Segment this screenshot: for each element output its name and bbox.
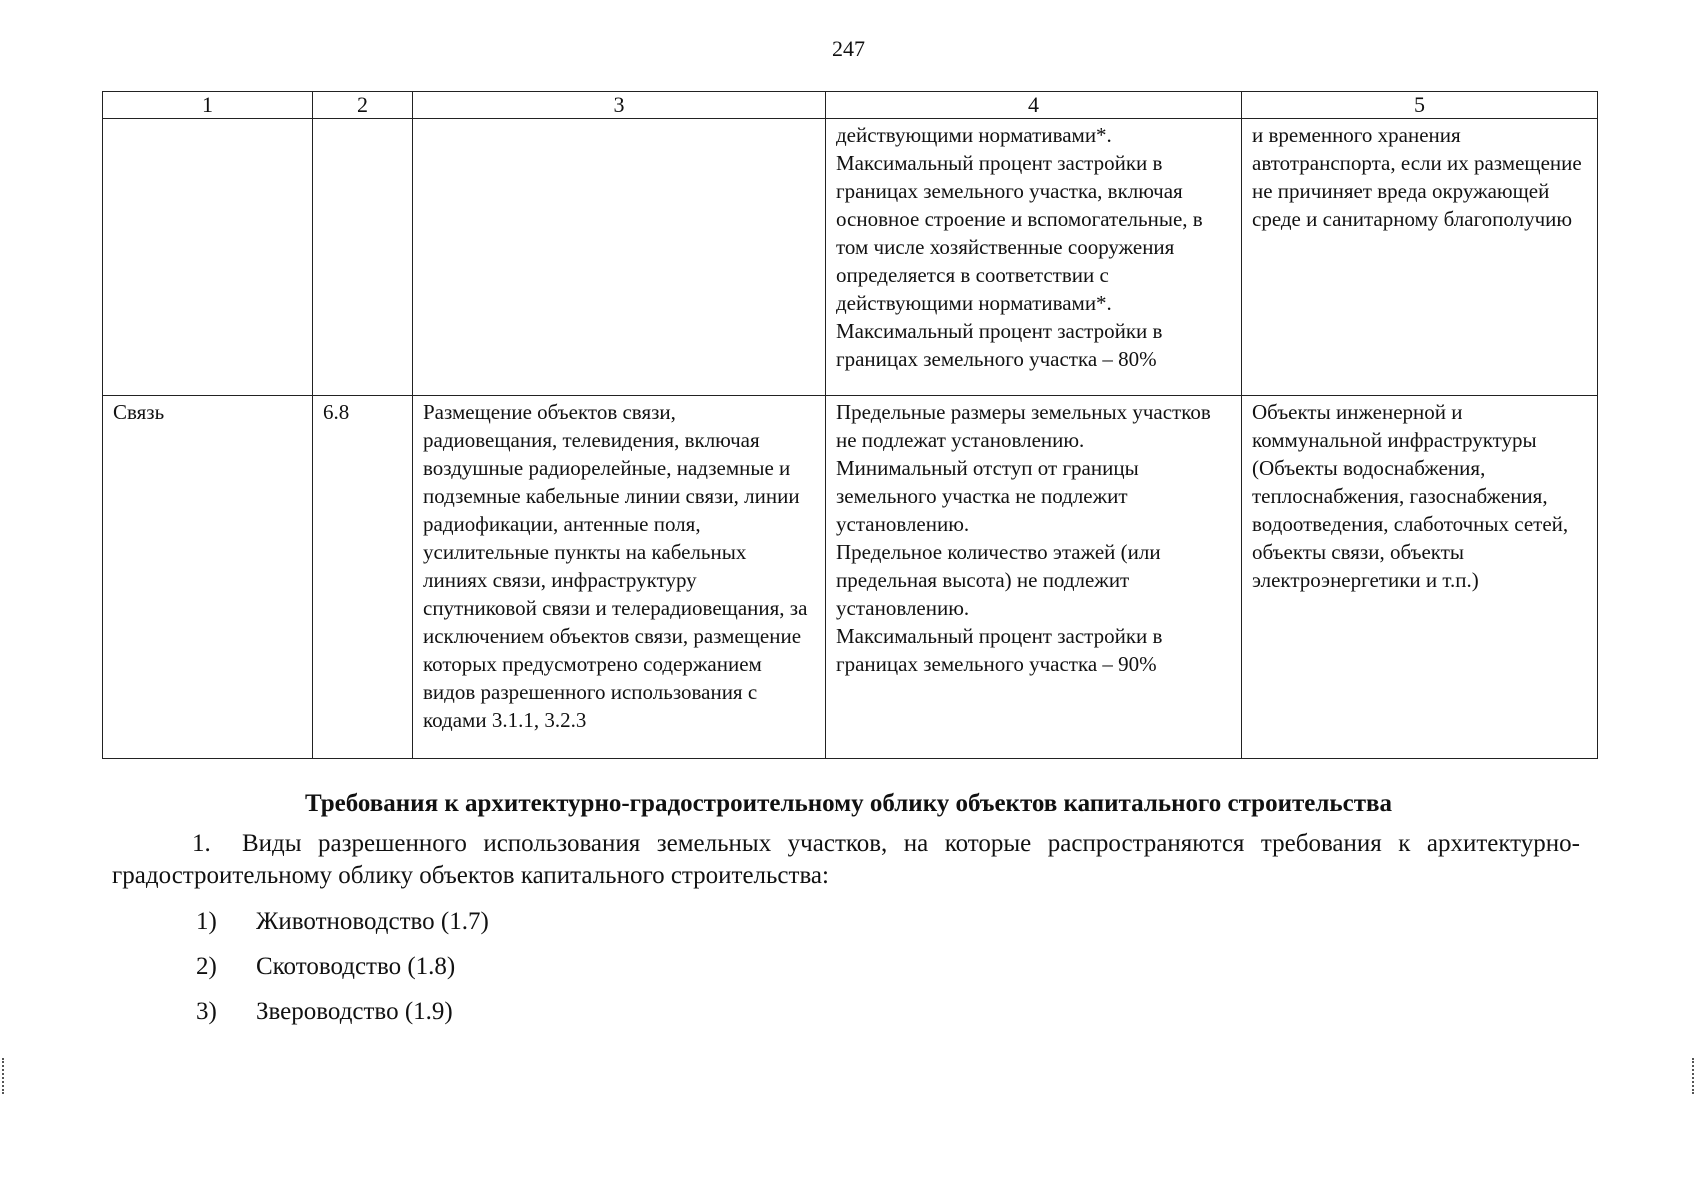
right-scan-edge-mark <box>1692 1058 1696 1094</box>
land-use-table <box>102 91 1598 759</box>
cell-use-description <box>413 119 826 396</box>
list-item-text: Скотоводство (1.8) <box>256 953 456 980</box>
list-item <box>196 996 489 1041</box>
land-use-list <box>196 906 489 1041</box>
list-item-text: Звероводство (1.9) <box>256 998 453 1025</box>
paragraph-text: Виды разрешенного использования земельных участков, на которые распространяются требования к архитектурно-градостроительному облику объектов капитального строительства: <box>112 830 1580 889</box>
left-scan-edge-mark <box>2 1058 6 1094</box>
table-header-row <box>103 92 1598 119</box>
cell-notes: и временного хранения автотранспорта, если их размещение не причиняет вреда окружающей среде и санитарному благополучию <box>1242 119 1598 396</box>
table-row <box>103 396 1598 759</box>
list-item-text: Животноводство (1.7) <box>256 908 489 935</box>
section-heading: Требования к архитектурно-градостроительному облику объектов капитального строительства <box>305 790 1392 817</box>
table-row <box>103 119 1598 396</box>
list-item-number: 2) <box>196 953 217 980</box>
column-header-4: 4 <box>826 92 1242 119</box>
cell-use-description: Размещение объектов связи, радиовещания, телевидения, включая воздушные радиорелейные, надземные и подземные кабельные линии связи, линии радиофикации, антенные поля, усилительные пункты на кабельных линиях связи, инфраструктуру спутниковой связи и телерадиовещания, за исключением объектов связи, размещение которых предусмотрено содержанием видов разрешенного использования с кодами 3.1.1, 3.2.3 <box>413 396 826 759</box>
cell-use-code: 6.8 <box>313 396 413 759</box>
paragraph-number: 1. <box>192 830 211 857</box>
list-item <box>196 906 489 951</box>
column-header-2: 2 <box>313 92 413 119</box>
requirements-paragraph <box>112 828 1580 892</box>
page-number: 247 <box>832 36 865 61</box>
list-item-number: 3) <box>196 998 217 1025</box>
cell-use-code <box>313 119 413 396</box>
cell-parameters: Предельные размеры земельных участков не подлежат установлению. Минимальный отступ от границы земельного участка не подлежит установлению. Предельное количество этажей (или предельная высота) не подлежит установлению. Максимальный процент застройки в границах земельного участка – 90% <box>826 396 1242 759</box>
column-header-1: 1 <box>103 92 313 119</box>
list-item <box>196 951 489 996</box>
cell-notes: Объекты инженерной и коммунальной инфраструктуры (Объекты водоснабжения, теплоснабжения, газоснабжения, водоотведения, слаботочных сетей, объекты связи, объекты электроэнергетики и т.п.) <box>1242 396 1598 759</box>
cell-use-name: Связь <box>103 396 313 759</box>
cell-parameters: действующими нормативами*. Максимальный процент застройки в границах земельного участка, включая основное строение и вспомогательные, в том числе хозяйственные сооружения определяется в соответствии с действующими нормативами*. Максимальный процент застройки в границах земельного участка – 80% <box>826 119 1242 396</box>
column-header-5: 5 <box>1242 92 1598 119</box>
column-header-3: 3 <box>413 92 826 119</box>
cell-use-name <box>103 119 313 396</box>
list-item-number: 1) <box>196 908 217 935</box>
